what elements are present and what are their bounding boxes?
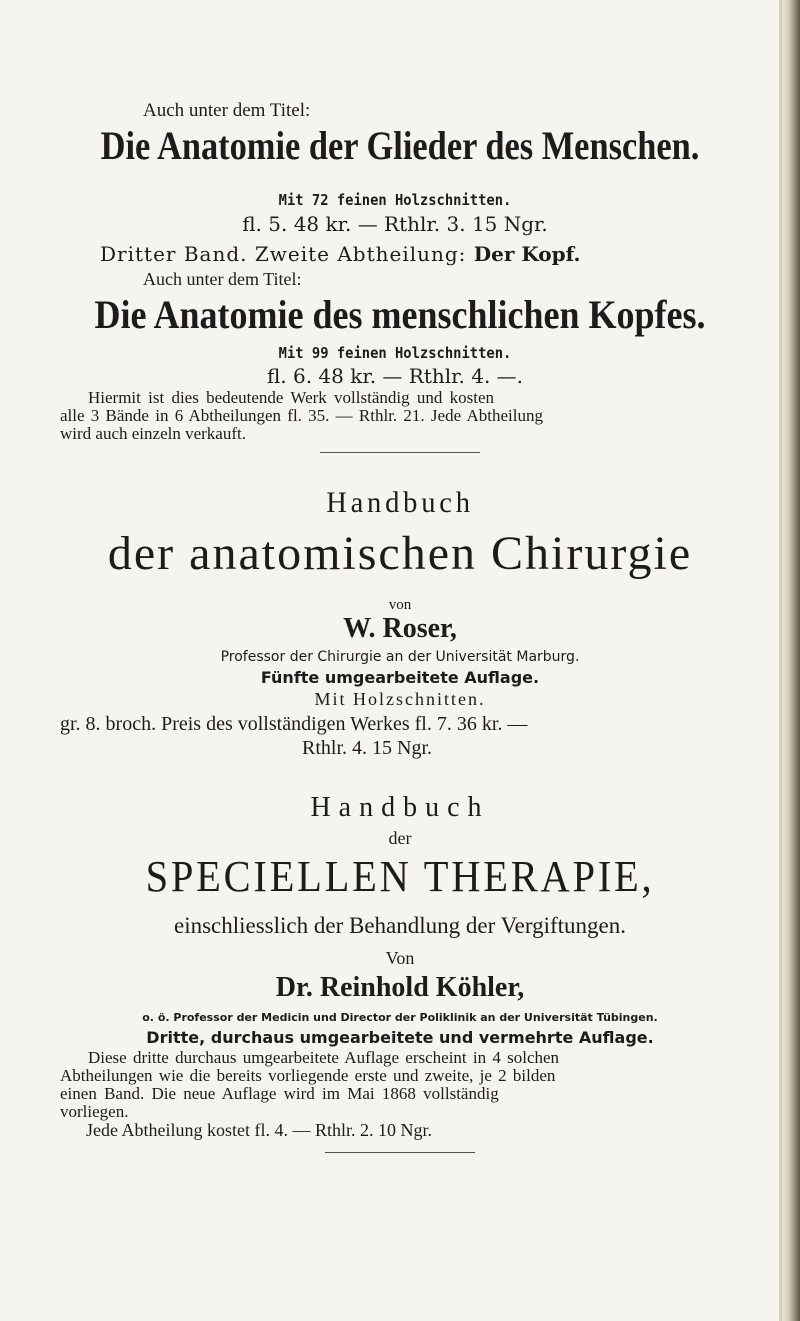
von-1: von [388,597,412,613]
note-line-2: alle 3 Bände in 6 Abtheilungen fl. 35. — Rthlr. 21. Jede Abtheilung [60,406,543,425]
note-therapie-line4: vorliegen. [60,1102,129,1121]
subtitle-therapie: einschliesslich der Behandlung der Vergiftungen. [173,913,626,938]
edition-koehler: Dritte, durchaus umgearbeitete und vermehrte Auflage. [146,1028,654,1047]
affiliation-koehler: o. ö. Professor der Medicin und Director der Poliklinik an der Universität Tübingen. [142,1011,658,1024]
volume-line [100,242,580,266]
title-glieder: Die Anatomie der Glieder des Menschen. [100,123,700,168]
divider-2 [325,1152,475,1153]
subtitle-holzschnitte-72: Mit 72 feinen Holzschnitten. [278,191,512,209]
note-therapie-line1: Diese dritte durchaus umgearbeitete Auflage erscheint in 4 solchen [88,1048,560,1067]
title-chirurgie: der anatomischen Chirurgie [107,527,693,580]
title-therapie: SPECIELLEN THERAPIE, [145,852,655,901]
author-koehler: Dr. Reinhold Köhler, [275,972,525,1003]
divider-1 [320,452,480,453]
note-line-1: Hiermit ist dies bedeutende Werk vollständig und kosten [88,388,494,407]
price-roser-line2: Rthlr. 4. 15 Ngr. [302,737,433,759]
illustrations-roser: Mit Holzschnitten. [314,689,486,709]
note-therapie-line2: Abtheilungen wie die bereits vorliegende erste und zweite, je 2 bilden [60,1066,556,1085]
alt-title-intro: Auch unter dem Titel: [143,100,311,121]
price-kopf: fl. 6. 48 kr. — Rthlr. 4. —. [266,364,524,388]
volume-line-title: Der Kopf. [473,242,581,266]
price-roser-line1: gr. 8. broch. Preis des vollständigen Werkes fl. 7. 36 kr. — [60,713,528,735]
note-line-3: wird auch einzeln verkauft. [60,424,246,443]
der-label: der [388,828,412,848]
edition-roser: Fünfte umgearbeitete Auflage. [260,668,540,687]
page-edge-shadow [782,0,800,1321]
alt-title-intro-2: Auch unter dem Titel: [143,269,302,289]
price-therapie: Jede Abtheilung kostet fl. 4. — Rthlr. 2. 10 Ngr. [86,1120,432,1140]
heading-handbuch-2: Handbuch [310,792,490,823]
author-roser: W. Roser, [343,613,457,644]
price-glieder: fl. 5. 48 kr. — Rthlr. 3. 15 Ngr. [242,212,548,236]
affiliation-roser: Professor der Chirurgie an der Universität Marburg. [220,649,580,665]
subtitle-holzschnitte-99: Mit 99 feinen Holzschnitten. [278,344,512,362]
von-2: Von [385,948,415,968]
title-kopf: Die Anatomie des menschlichen Kopfes. [94,292,706,337]
volume-line-label: Dritter Band. Zweite Abtheilung: [100,242,467,266]
heading-handbuch-1: Handbuch [326,486,474,519]
note-therapie-line3: einen Band. Die neue Auflage wird im Mai 1868 vollständig [60,1084,499,1103]
